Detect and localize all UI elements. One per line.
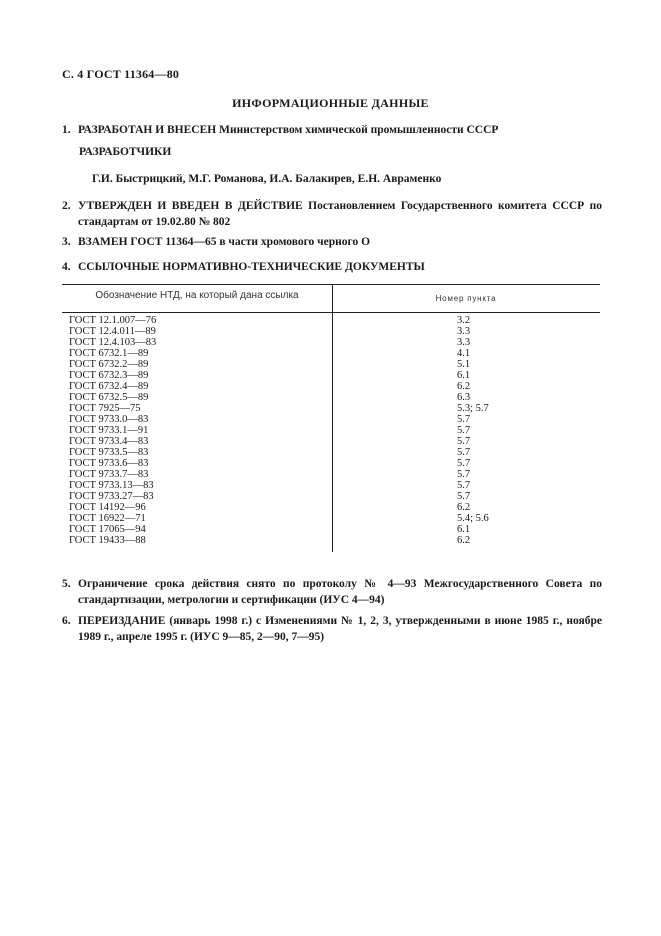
table-row (62, 469, 600, 480)
item-number: 3. (62, 236, 71, 248)
references-table (62, 284, 600, 552)
cell-clause: 6.1 (457, 524, 471, 535)
cell-document: ГОСТ 12.1.007—76 (69, 315, 157, 326)
cell-clause: 5.7 (457, 447, 471, 458)
cell-document: ГОСТ 9733.0—83 (69, 414, 149, 425)
table-top-rule (62, 284, 600, 285)
cell-clause: 6.2 (457, 502, 471, 513)
cell-document: ГОСТ 19433—88 (69, 535, 146, 546)
info-item-1 (62, 122, 602, 138)
table-row (62, 392, 600, 403)
info-item-4 (62, 259, 602, 275)
cell-document: ГОСТ 9733.5—83 (69, 447, 149, 458)
cell-document: ГОСТ 6732.1—89 (69, 348, 149, 359)
cell-clause: 6.2 (457, 535, 471, 546)
cell-clause: 3.3 (457, 326, 471, 337)
cell-document: ГОСТ 9733.13—83 (69, 480, 154, 491)
cell-document: ГОСТ 9733.27—83 (69, 491, 154, 502)
cell-clause: 3.2 (457, 315, 471, 326)
cell-clause: 5.7 (457, 491, 471, 502)
item-number: 5. (62, 578, 71, 590)
item-text: ССЫЛОЧНЫЕ НОРМАТИВНО-ТЕХНИЧЕСКИЕ ДОКУМЕНТЫ (78, 261, 425, 273)
table-row (62, 458, 600, 469)
table-row (62, 337, 600, 348)
table-row (62, 436, 600, 447)
table-row (62, 425, 600, 436)
cell-document: ГОСТ 6732.5—89 (69, 392, 149, 403)
cell-clause: 5.7 (457, 480, 471, 491)
cell-document: ГОСТ 6732.2—89 (69, 359, 149, 370)
column-header-clause: Номер пункта (435, 294, 497, 303)
column-header-document: Обозначение НТД, на который дана ссылка (95, 290, 299, 301)
cell-document: ГОСТ 6732.3—89 (69, 370, 149, 381)
cell-clause: 5.7 (457, 414, 471, 425)
cell-document: ГОСТ 12.4.011—89 (69, 326, 156, 337)
item-text: ВЗАМЕН ГОСТ 11364—65 в части хромового черного О (78, 236, 371, 248)
cell-document: ГОСТ 17065—94 (69, 524, 146, 535)
cell-clause: 5.7 (457, 469, 471, 480)
table-row (62, 414, 600, 425)
table-row (62, 513, 600, 524)
table-row (62, 326, 600, 337)
cell-clause: 5.3; 5.7 (457, 403, 489, 414)
cell-clause: 6.2 (457, 381, 471, 392)
table-row (62, 370, 600, 381)
table-row (62, 524, 600, 535)
table-row (62, 535, 600, 546)
table-row (62, 502, 600, 513)
item-text: ПЕРЕИЗДАНИЕ (январь 1998 г.) с Изменениями № 1, 2, 3, утвержденными в июне 1985 г., ноябре 1989 г., апреле 1995 г. (ИУС 9—85, 2—90, 7—95) (78, 615, 602, 643)
cell-document: ГОСТ 12.4.103—83 (69, 337, 157, 348)
developers-heading: РАЗРАБОТЧИКИ (79, 146, 172, 158)
cell-clause: 5.1 (457, 359, 471, 370)
table-header-rule (62, 312, 600, 313)
cell-clause: 6.1 (457, 370, 471, 381)
item-number: 2. (62, 200, 71, 212)
table-row (62, 359, 600, 370)
table-row (62, 315, 600, 326)
page-header: С. 4 ГОСТ 11364—80 (62, 67, 180, 81)
cell-clause: 5.7 (457, 436, 471, 447)
table-row (62, 447, 600, 458)
table-row (62, 403, 600, 414)
cell-clause: 5.7 (457, 425, 471, 436)
info-item-2 (62, 198, 602, 230)
developers-names: Г.И. Быстрицкий, М.Г. Романова, И.А. Балакирев, Е.Н. Авраменко (92, 173, 442, 185)
cell-clause: 3.3 (457, 337, 471, 348)
cell-document: ГОСТ 7925—75 (69, 403, 141, 414)
cell-document: ГОСТ 14192—96 (69, 502, 146, 513)
cell-clause: 6.3 (457, 392, 471, 403)
document-title: ИНФОРМАЦИОННЫЕ ДАННЫЕ (232, 96, 429, 110)
item-number: 4. (62, 261, 71, 273)
info-item-3 (62, 234, 602, 250)
item-text: РАЗРАБОТАН И ВНЕСЕН Министерством химической промышленности СССР (78, 124, 499, 136)
cell-clause: 4.1 (457, 348, 471, 359)
cell-clause: 5.7 (457, 458, 471, 469)
table-row (62, 491, 600, 502)
info-item-5 (62, 576, 602, 608)
table-row (62, 348, 600, 359)
table-body (62, 315, 600, 546)
table-row (62, 381, 600, 392)
item-text: Ограничение срока действия снято по протоколу № 4—93 Межгосударственного Совета по стандартизации, метрологии и сертификации (ИУС 4—94) (78, 578, 602, 606)
cell-document: ГОСТ 9733.7—83 (69, 469, 149, 480)
item-number: 1. (62, 124, 71, 136)
cell-document: ГОСТ 16922—71 (69, 513, 146, 524)
info-item-6 (62, 613, 602, 645)
cell-document: ГОСТ 9733.6—83 (69, 458, 149, 469)
item-number: 6. (62, 615, 71, 627)
cell-document: ГОСТ 9733.4—83 (69, 436, 149, 447)
cell-document: ГОСТ 9733.1—91 (69, 425, 149, 436)
item-text: УТВЕРЖДЕН И ВВЕДЕН В ДЕЙСТВИЕ Постановлением Государственного комитета СССР по стандартам от 19.02.80 № 802 (78, 200, 602, 228)
cell-clause: 5.4; 5.6 (457, 513, 489, 524)
cell-document: ГОСТ 6732.4—89 (69, 381, 149, 392)
table-row (62, 480, 600, 491)
